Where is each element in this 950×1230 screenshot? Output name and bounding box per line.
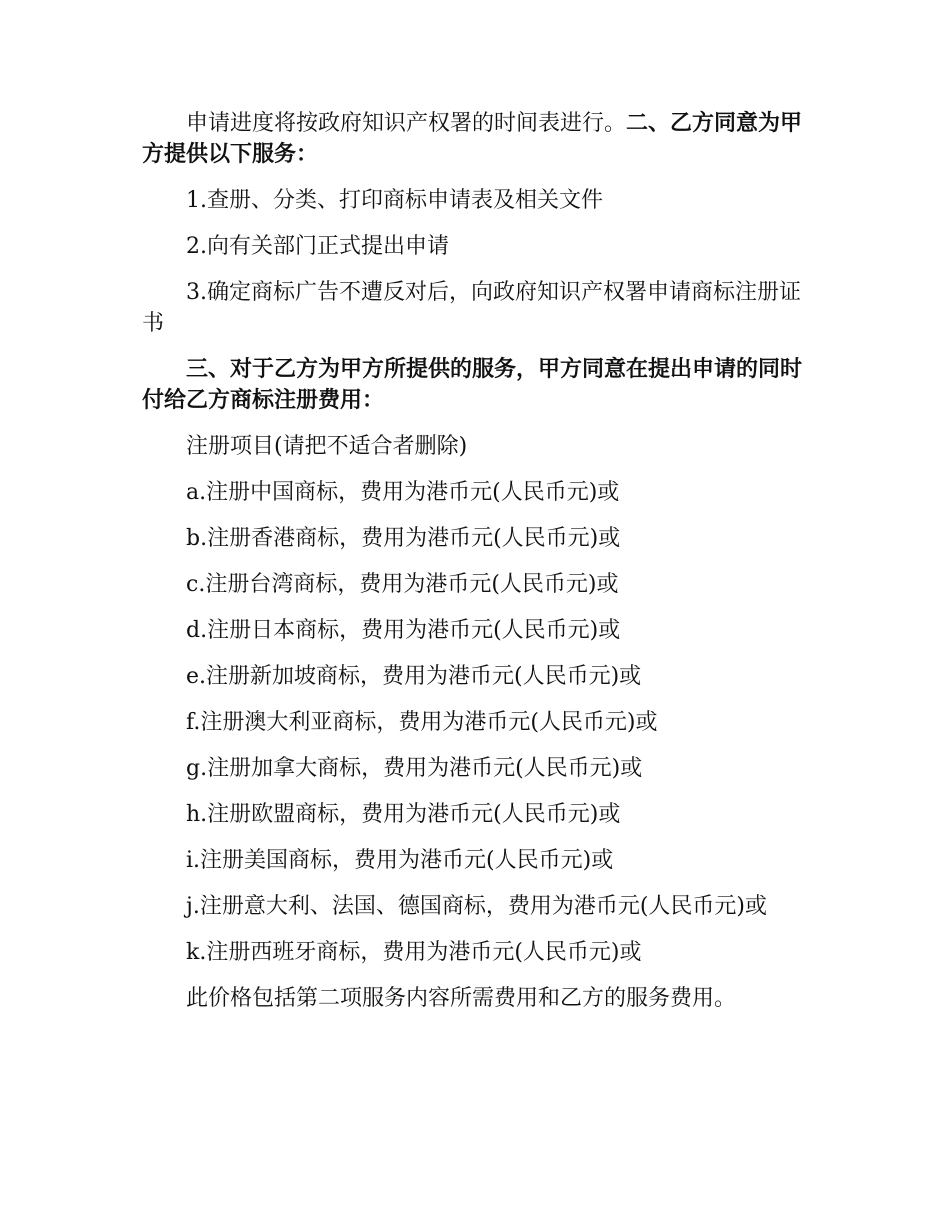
registration-item-k: k.注册西班牙商标，费用为港币元(人民币元)或	[186, 940, 642, 965]
registration-item-e: e.注册新加坡商标，费用为港币元(人民币元)或	[186, 664, 642, 689]
section-three-heading: 三、对于乙方为甲方所提供的服务，甲方同意在提出申请的同时付给乙方商标注册费用：	[142, 357, 803, 413]
document-body	[142, 108, 806, 1029]
registration-item-c: c.注册台湾商标，费用为港币元(人民币元)或	[186, 572, 619, 597]
registration-item-f: f.注册澳大利亚商标，费用为港币元(人民币元)或	[186, 710, 658, 735]
service-item-1: 1.查册、分类、打印商标申请表及相关文件	[186, 188, 603, 213]
paragraph-schedule	[142, 108, 806, 170]
registration-item-i: i.注册美国商标，费用为港币元(人民币元)或	[186, 848, 614, 873]
registration-item-g: g.注册加拿大商标，费用为港币元(人民币元)或	[186, 756, 643, 781]
registration-item-h: h.注册欧盟商标，费用为港币元(人民币元)或	[186, 802, 621, 827]
registration-item-b: b.注册香港商标，费用为港币元(人民币元)或	[186, 526, 621, 551]
registration-items-title: 注册项目(请把不适合者删除)	[186, 434, 468, 459]
schedule-text: 申请进度将按政府知识产权署的时间表进行。	[186, 111, 627, 136]
registration-item-a: a.注册中国商标，费用为港币元(人民币元)或	[186, 480, 620, 505]
service-item-2: 2.向有关部门正式提出申请	[186, 234, 449, 259]
registration-item-d: d.注册日本商标，费用为港币元(人民币元)或	[186, 618, 621, 643]
service-item-3: 3.确定商标广告不遭反对后，向政府知识产权署申请商标注册证书	[142, 280, 801, 336]
registration-item-j: j.注册意大利、法国、德国商标，费用为港币元(人民币元)或	[186, 894, 767, 919]
section-two-heading: 二、乙方同意为甲方提供以下服务：	[142, 111, 803, 167]
closing-note: 此价格包括第二项服务内容所需费用和乙方的服务费用。	[186, 986, 737, 1011]
